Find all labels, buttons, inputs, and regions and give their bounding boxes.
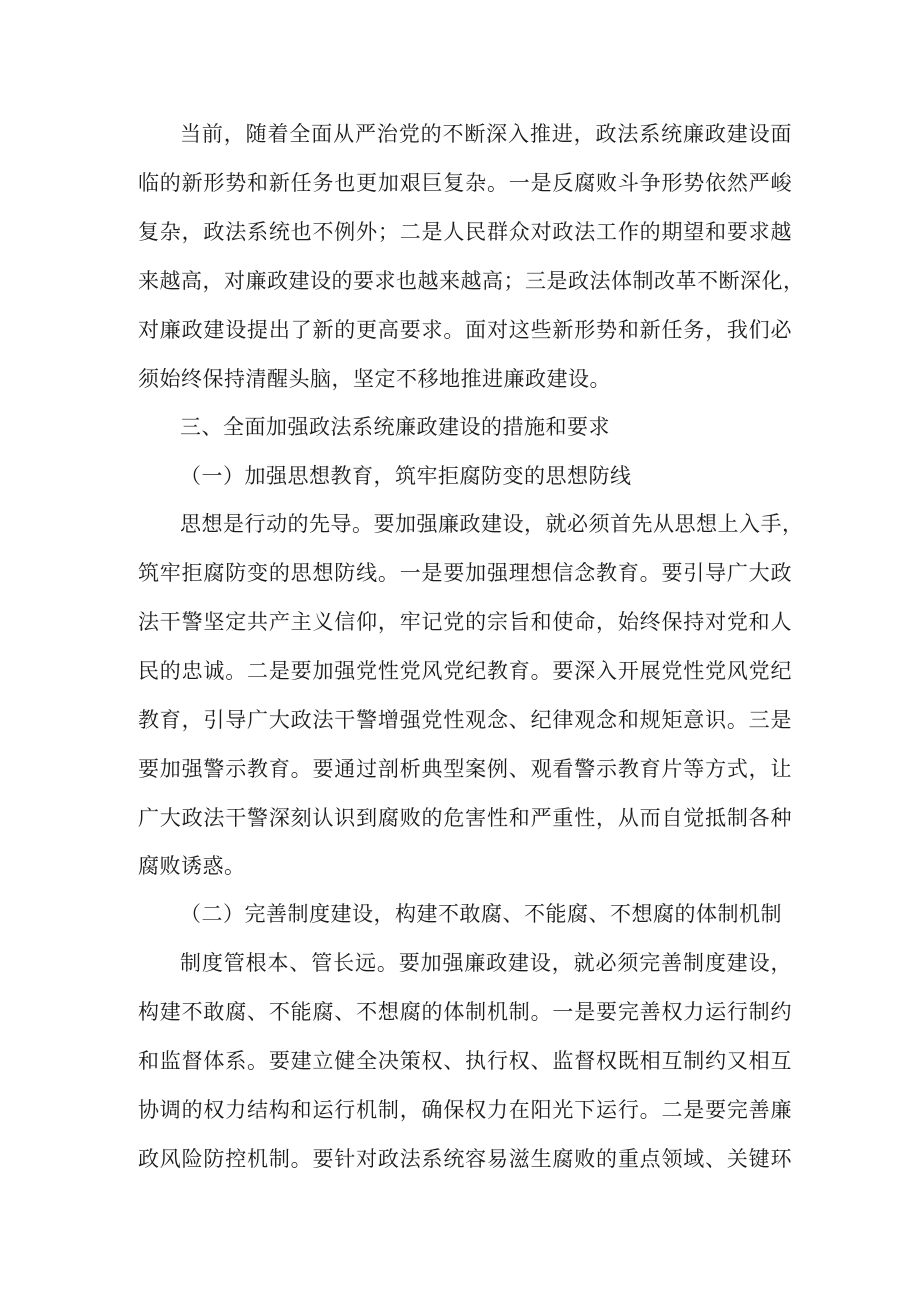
paragraph-line: 政风险防控机制。要针对政法系统容易滋生腐败的重点领域、关键环 — [138, 1147, 792, 1171]
paragraph-line: 教育，引导广大政法干警增强党性观念、纪律观念和规矩意识。三是 — [138, 708, 792, 732]
paragraph-line: 腐败诱惑。 — [138, 854, 246, 878]
paragraph-line: 复杂，政法系统也不例外；二是人民群众对政法工作的期望和要求越 — [138, 220, 792, 244]
paragraph-line: 思想是行动的先导。要加强廉政建设，就必须首先从思想上入手， — [180, 512, 804, 536]
paragraph-line: 对廉政建设提出了新的更高要求。面对这些新形势和新任务，我们必 — [138, 318, 792, 342]
paragraph-line: 法干警坚定共产主义信仰，牢记党的宗旨和使命，始终保持对党和人 — [138, 610, 792, 634]
paragraph-line: 须始终保持清醒头脑，坚定不移地推进廉政建设。 — [138, 367, 611, 391]
paragraph-line: 和监督体系。要建立健全决策权、执行权、监督权既相互制约又相互 — [138, 1049, 792, 1073]
paragraph-line: 广大政法干警深刻认识到腐败的危害性和严重性，从而自觉抵制各种 — [138, 806, 792, 830]
subsection-heading: （一）加强思想教育，筑牢拒腐防变的思想防线 — [180, 464, 632, 488]
subsection-heading: （二）完善制度建设，构建不敢腐、不能腐、不想腐的体制机制 — [180, 902, 782, 926]
paragraph-line: 当前，随着全面从严治党的不断深入推进，政法系统廉政建设面 — [180, 122, 792, 146]
paragraph-line: 临的新形势和新任务也更加艰巨复杂。一是反腐败斗争形势依然严峻 — [138, 171, 792, 195]
paragraph-line: 筑牢拒腐防变的思想防线。一是要加强理想信念教育。要引导广大政 — [138, 561, 792, 585]
paragraph-line: 民的忠诚。二是要加强党性党风党纪教育。要深入开展党性党风党纪 — [138, 659, 792, 683]
paragraph-line: 要加强警示教育。要通过剖析典型案例、观看警示教育片等方式，让 — [138, 757, 792, 781]
paragraph-line: 制度管根本、管长远。要加强廉政建设，就必须完善制度建设， — [180, 951, 792, 975]
paragraph-line: 协调的权力结构和运行机制，确保权力在阳光下运行。二是要完善廉 — [138, 1098, 792, 1122]
paragraph-line: 来越高，对廉政建设的要求也越来越高；三是政法体制改革不断深化， — [138, 269, 805, 293]
section-heading: 三、全面加强政法系统廉政建设的措施和要求 — [180, 415, 610, 439]
paragraph-line: 构建不敢腐、不能腐、不想腐的体制机制。一是要完善权力运行制约 — [138, 1000, 792, 1024]
